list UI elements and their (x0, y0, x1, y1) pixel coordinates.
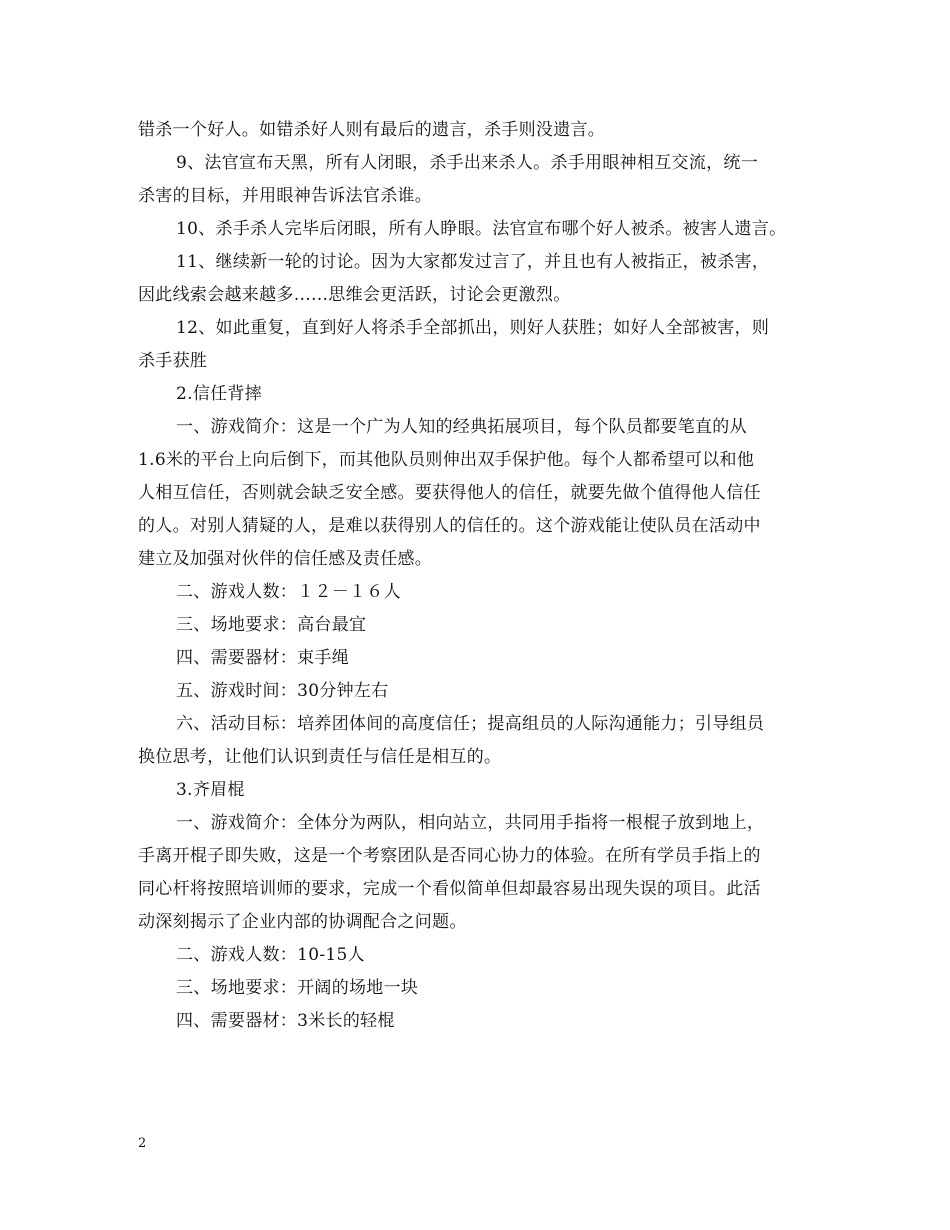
text-line: 杀手获胜 (138, 351, 208, 371)
text-line: 一、游戏简介：这是一个广为人知的经典拓展项目，每个队员都要笔直的从 (176, 417, 747, 437)
text-line: 四、需要器材：束手绳 (176, 648, 349, 668)
text-line: 二、游戏人数：10-15人 (176, 945, 365, 965)
text-line: 三、场地要求：高台最宜 (176, 615, 367, 635)
text-line: 四、需要器材：3米长的轻棍 (176, 1011, 395, 1031)
text-line: 二、游戏人数：１２－１６人 (176, 582, 401, 602)
text-line: 动深刻揭示了企业内部的协调配合之问题。 (138, 912, 467, 932)
text-line: 杀害的目标，并用眼神告诉法官杀谁。 (138, 186, 433, 206)
text-line: 12、如此重复，直到好人将杀手全部抓出，则好人获胜；如好人全部被害，则 (176, 318, 770, 338)
page-number: 2 (138, 1136, 147, 1151)
text-line: 9、法官宣布天黑，所有人闭眼，杀手出来杀人。杀手用眼神相互交流，统一 (176, 153, 759, 173)
text-line: 10、杀手杀人完毕后闭眼，所有人睁眼。法官宣布哪个好人被杀。被害人遗言。 (176, 219, 787, 239)
text-line: 换位思考，让他们认识到责任与信任是相互的。 (138, 747, 502, 767)
text-line: 因此线索会越来越多……思维会更活跃，讨论会更激烈。 (138, 285, 571, 305)
text-line: 的人。对别人猜疑的人，是难以获得别人的信任的。这个游戏能让使队员在活动中 (138, 516, 761, 536)
text-line: 三、场地要求：开阔的场地一块 (176, 978, 419, 998)
text-line: 建立及加强对伙伴的信任感及责任感。 (138, 549, 433, 569)
text-line: 手离开棍子即失败，这是一个考察团队是否同心协力的体验。在所有学员手指上的 (138, 846, 761, 866)
text-line: 人相互信任，否则就会缺乏安全感。要获得他人的信任，就要先做个值得他人信任 (138, 483, 761, 503)
text-line: 1.6米的平台上向后倒下，而其他队员则伸出双手保护他。每个人都希望可以和他 (138, 450, 755, 470)
text-line: 一、游戏简介：全体分为两队，相向站立，共同用手指将一根棍子放到地上， (176, 813, 765, 833)
text-line: 3.齐眉棍 (176, 780, 245, 800)
text-line: 五、游戏时间：30分钟左右 (176, 681, 389, 701)
text-line: 六、活动目标：培养团体间的高度信任；提高组员的人际沟通能力；引导组员 (176, 714, 765, 734)
text-line: 2.信任背摔 (176, 384, 263, 404)
document-body (138, 114, 828, 1038)
text-line: 11、继续新一轮的讨论。因为大家都发过言了，并且也有人被指正，被杀害， (176, 252, 770, 272)
text-line: 错杀一个好人。如错杀好人则有最后的遗言，杀手则没遗言。 (138, 120, 606, 140)
text-line: 同心杆将按照培训师的要求，完成一个看似简单但却最容易出现失误的项目。此活 (138, 879, 761, 899)
